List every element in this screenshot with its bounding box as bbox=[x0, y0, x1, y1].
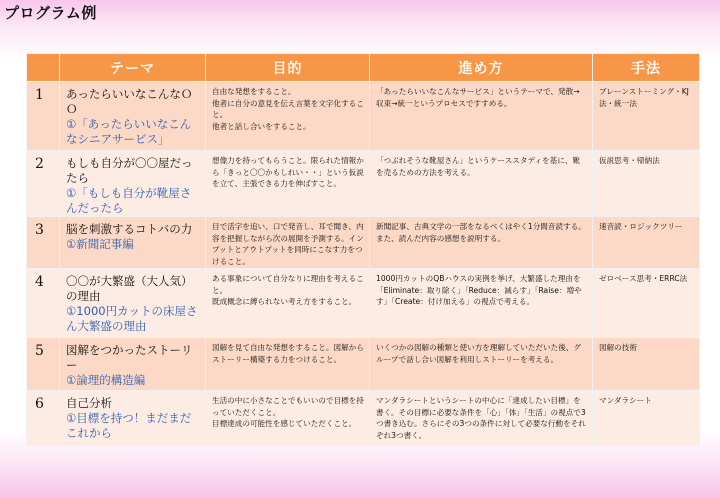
technique-line: 仮説思考・帰納法 bbox=[599, 156, 660, 165]
technique-line: ゼロベース思考・ERRC法 bbox=[599, 274, 688, 283]
table-row bbox=[27, 217, 700, 269]
theme-cell bbox=[60, 391, 206, 446]
goal-cell bbox=[206, 151, 370, 217]
method-cell bbox=[370, 82, 593, 151]
table-row bbox=[27, 269, 700, 338]
goal-cell bbox=[206, 391, 370, 446]
goal-line: 図解を見て自由な発想をすること。図解からストーリー構築する力をつけること。 bbox=[212, 343, 364, 364]
technique-cell bbox=[593, 217, 700, 269]
row-number: 5 bbox=[27, 338, 60, 391]
technique-cell bbox=[593, 269, 700, 338]
goal-line: 想像力を持ってもらうこと。限られた情報から「きっと〇〇かもしれい・・」という仮説を立て、主張できる力を伸ばすこと。 bbox=[212, 156, 364, 188]
method-cell bbox=[370, 151, 593, 217]
goal-cell bbox=[206, 217, 370, 269]
header-theme: テーマ bbox=[60, 54, 206, 82]
technique-line: ブレーンストーミング・KJ法・統一法 bbox=[599, 87, 689, 108]
method-cell bbox=[370, 217, 593, 269]
goal-cell bbox=[206, 269, 370, 338]
goal-line: 他者と話し合いをすること。 bbox=[212, 121, 311, 131]
theme-title: 図解をつかったストーリー bbox=[66, 343, 193, 372]
method-line: 「つぶれそうな靴屋さん」というケーススタディを基に、靴を売るための方法を考える。 bbox=[376, 156, 581, 177]
goal-line: 目標達成の可能性を感じていただくこと。 bbox=[212, 419, 357, 428]
table-header-row bbox=[27, 54, 700, 82]
theme-cell bbox=[60, 217, 206, 269]
theme-cell bbox=[60, 151, 206, 217]
row-number: 2 bbox=[27, 151, 60, 217]
theme-title: 脳を刺激するコトバの力 bbox=[66, 222, 193, 236]
row-number: 3 bbox=[27, 217, 60, 269]
theme-title: あったらいいなこんなＯＯ bbox=[66, 87, 193, 116]
technique-line: 図解の技術 bbox=[599, 343, 637, 352]
technique-cell bbox=[593, 82, 700, 151]
theme-subtitle: ①論理的構造編 bbox=[66, 373, 146, 387]
method-cell bbox=[370, 391, 593, 446]
method-line: 「あったらいいなこんなサービス」というテーマで、発散→収束→統一というプロセスですすめる。 bbox=[376, 87, 580, 108]
goal-line: 目で活字を追い、口で発音し、耳で聞き、内容を把握しながら次の展開を予測する。インプットとアウトプットを同時にこなす力をつけること。 bbox=[212, 222, 364, 266]
goal-cell bbox=[206, 338, 370, 391]
method-line: 1000円カットのQBハウスの実例を挙げ、大繁盛した理由を「Eliminate：取り除く」「Reduce：減らす」「Raise：増やす」「Create：付け加える」の視点で考える。 bbox=[376, 274, 582, 306]
method-cell bbox=[370, 338, 593, 391]
header-number bbox=[27, 54, 60, 82]
theme-cell bbox=[60, 338, 206, 391]
table-row bbox=[27, 151, 700, 217]
theme-title: 自己分析 bbox=[66, 396, 112, 410]
theme-cell bbox=[60, 82, 206, 151]
row-number: 6 bbox=[27, 391, 60, 446]
method-line: また、読んだ内容の感想を説明する。 bbox=[376, 233, 506, 243]
method-cell bbox=[370, 269, 593, 338]
header-method: 進め方 bbox=[370, 54, 593, 82]
technique-line: 速音読・ロジックツリー bbox=[599, 222, 683, 231]
row-number: 4 bbox=[27, 269, 60, 338]
page-title: プログラム例 bbox=[4, 4, 97, 22]
header-technique: 手法 bbox=[593, 54, 700, 82]
goal-cell bbox=[206, 82, 370, 151]
theme-title: もしも自分が〇〇屋だったら bbox=[66, 156, 193, 185]
technique-line: マンダラシート bbox=[599, 396, 652, 405]
theme-subtitle: ①目標を持つ！まだまだこれから bbox=[66, 411, 192, 440]
goal-line: 他者に自分の意見を伝え言葉を文字化すること。 bbox=[212, 98, 364, 119]
technique-cell bbox=[593, 391, 700, 446]
theme-cell bbox=[60, 269, 206, 338]
header-goal: 目的 bbox=[206, 54, 370, 82]
goal-line: 生活の中に小さなことでもいいので目標を持っていただくこと。 bbox=[212, 396, 364, 417]
table-row bbox=[27, 338, 700, 391]
goal-line: 自由な発想をすること。 bbox=[212, 87, 296, 96]
theme-title: 〇〇が大繁盛（大人気）の理由 bbox=[66, 274, 193, 303]
row-number: 1 bbox=[27, 82, 60, 151]
method-line: 新聞記事、古典文学の一部をなるべくはやく1分間音読する。 bbox=[376, 222, 586, 231]
technique-cell bbox=[593, 338, 700, 391]
theme-subtitle: ①新聞記事編 bbox=[66, 237, 134, 251]
program-table bbox=[26, 53, 700, 446]
theme-subtitle: ①1000円カットの床屋さん大繁盛の理由 bbox=[66, 304, 198, 333]
method-line: マンダラシートというシートの中心に「達成したい目標」を書く。その目標に必要な条件を「心」「体」「生活」の視点で3つ書き込む。さらにその3つの条件に対して必要な行動をそれぞれ3つ書く。 bbox=[376, 396, 586, 440]
goal-line: 既成概念に縛られない考え方をすること。 bbox=[212, 297, 357, 306]
table-row bbox=[27, 82, 700, 151]
theme-subtitle: ①「もしも自分が靴屋さんだったら bbox=[66, 186, 192, 215]
theme-subtitle: ①「あったらいいなこんなシニアサービス」 bbox=[66, 117, 192, 146]
method-line: いくつかの図解の種類と使い方を理解していただいた後、グループで話し合い図解を利用しストーリーを考える。 bbox=[376, 343, 582, 364]
technique-cell bbox=[593, 151, 700, 217]
table-row bbox=[27, 391, 700, 446]
goal-line: ある事象について自分なりに理由を考えること。 bbox=[212, 274, 364, 295]
